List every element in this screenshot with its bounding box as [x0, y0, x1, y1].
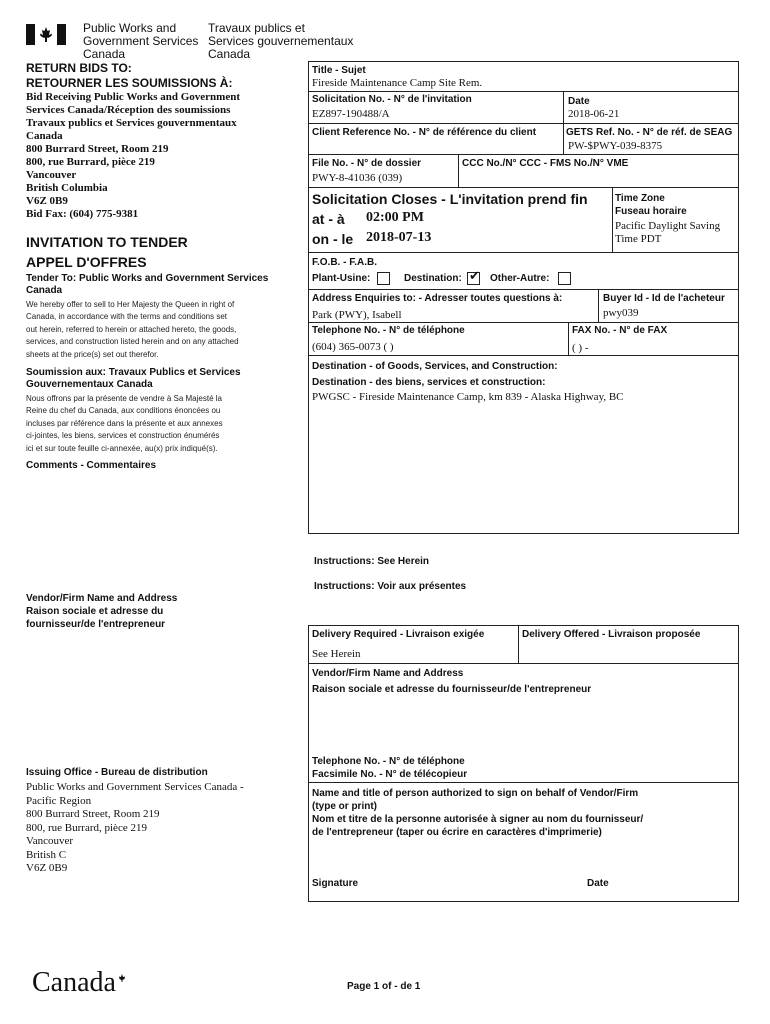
- issuing-line: V6Z 0B9: [26, 862, 68, 874]
- vendor-left-line: Raison sociale et adresse du: [26, 606, 164, 617]
- tender-to-line: Tender To: Public Works and Government Services: [26, 273, 269, 284]
- divider: [518, 625, 519, 663]
- issuing-office-address: [26, 781, 244, 876]
- destination-goods-en: Destination - of Goods, Services, and Construction:: [312, 361, 558, 372]
- destination-goods-label: [312, 359, 558, 391]
- comments-label: Comments - Commentaires: [26, 460, 157, 471]
- return-bids-title-fr: RETOURNER LES SOUMISSIONS À:: [26, 76, 233, 90]
- dept-fr-line: Canada: [208, 47, 251, 61]
- address-line: V6Z 0B9: [26, 195, 68, 207]
- title-value: Fireside Maintenance Camp Site Rem.: [312, 77, 483, 89]
- offer-fr-line: Reine du chef du Canada, aux conditions énoncées ou: [26, 406, 221, 416]
- divider: [308, 187, 739, 188]
- solicitation-no-value: EZ897-190488/A: [312, 108, 390, 120]
- dept-en-line: Government Services: [83, 34, 199, 48]
- plant-usine-checkbox[interactable]: [377, 272, 390, 285]
- telephone-label: Telephone No. - N° de téléphone: [312, 325, 465, 336]
- time-zone-value-line: Time PDT: [615, 233, 662, 245]
- offer-en-line: Canada, in accordance with the terms and conditions set: [26, 312, 228, 322]
- soumission-aux: [26, 367, 241, 391]
- canada-flag-icon: [26, 24, 66, 45]
- issuing-office-label: Issuing Office - Bureau de distribution: [26, 767, 208, 778]
- canada-wordmark-text: Canada: [32, 967, 116, 998]
- soumission-line: Gouvernementaux Canada: [26, 379, 153, 390]
- date-label: Date: [568, 96, 590, 107]
- vendor-firm-label: [312, 666, 591, 698]
- divider: [308, 91, 739, 92]
- enquiries-value: Park (PWY), Isabell: [312, 309, 402, 321]
- divider: [598, 289, 599, 322]
- divider: [568, 322, 569, 355]
- divider: [563, 91, 564, 154]
- address-line: 800 Burrard Street, Room 219: [26, 143, 169, 155]
- destination-label: Destination:: [404, 273, 462, 284]
- offer-en-line: sheets at the price(s) set out therefor.: [26, 349, 159, 359]
- divider: [308, 663, 739, 664]
- time-zone-value: [615, 220, 720, 246]
- offer-en-line: out herein, referred to herein or attached hereto, the goods,: [26, 324, 237, 334]
- file-no-label: File No. - N° de dossier: [312, 158, 422, 169]
- vendor-firm-line: Vendor/Firm Name and Address: [312, 668, 464, 679]
- buyer-id-label: Buyer Id - Id de l'acheteur: [603, 293, 725, 304]
- fob-label: F.O.B. - F.A.B.: [312, 257, 377, 268]
- offer-fr-line: ici et sur toute feuille ci-annexée, au(x) prix indiqué(s).: [26, 443, 218, 453]
- vendor-fax-label: Facsimile No. - N° de télécopieur: [312, 769, 468, 780]
- address-line: Vancouver: [26, 169, 77, 181]
- other-autre-checkbox[interactable]: [558, 272, 571, 285]
- gets-ref-label: GETS Ref. No. - N° de réf. de SEAG: [566, 127, 733, 138]
- address-line: Bid Receiving Public Works and Government: [26, 91, 241, 103]
- department-name-en: [83, 22, 198, 61]
- page-number: Page 1 of - de 1: [347, 981, 421, 992]
- gets-ref-value: PW-$PWY-039-8375: [568, 140, 663, 152]
- address-line: Canada: [26, 130, 63, 142]
- vendor-address-label: [26, 592, 177, 631]
- tender-to-line: Canada: [26, 285, 63, 296]
- issuing-line: British C: [26, 848, 67, 861]
- file-no-value: PWY-8-41036 (039): [312, 172, 403, 184]
- client-ref-label: Client Reference No. - N° de référence du client: [312, 127, 537, 138]
- divider: [458, 154, 459, 187]
- address-line: 800, rue Burrard, pièce 219: [26, 156, 155, 168]
- title-label: Title - Sujet: [312, 65, 366, 76]
- ccc-no-label: CCC No./N° CCC - FMS No./N° VME: [462, 158, 629, 169]
- vendor-firm-line: Raison sociale et adresse du fournisseur/de l'entrepreneur: [312, 684, 592, 695]
- other-autre-label: Other-Autre:: [490, 273, 550, 284]
- destination-goods-value: PWGSC - Fireside Maintenance Camp, km 839 - Alaska Highway, BC: [312, 391, 624, 403]
- offer-fr-line: Nous offrons par la présente de vendre à Sa Majesté la: [26, 394, 222, 403]
- vendor-phone-label: Telephone No. - N° de téléphone: [312, 756, 465, 767]
- issuing-line: 800, rue Burrard, pièce 219: [26, 821, 147, 834]
- time-zone-label-fr: Fuseau horaire: [615, 206, 687, 217]
- signature-date-label: Date: [587, 878, 609, 889]
- destination-checkbox[interactable]: [467, 269, 480, 285]
- divider: [308, 123, 739, 124]
- vendor-left-line: Vendor/Firm Name and Address: [26, 593, 178, 604]
- offer-en-line: services, and construction listed herein and on any attached: [26, 337, 239, 347]
- closes-at-label: at - à: [312, 211, 345, 227]
- delivery-offered-label: Delivery Offered - Livraison proposée: [522, 629, 701, 640]
- auth-line: Name and title of person authorized to sign on behalf of Vendor/Firm: [312, 788, 639, 799]
- destination-goods-fr: Destination - des biens, services et construction:: [312, 377, 546, 388]
- buyer-id-value: pwy039: [603, 307, 639, 319]
- telephone-value: (604) 365-0073 ( ): [312, 341, 394, 353]
- offer-text-en: [26, 299, 239, 361]
- closes-at-value: 02:00 PM: [366, 210, 424, 225]
- dept-en-line: Canada: [83, 47, 126, 61]
- issuing-line: Public Works and Government Services Canada -: [26, 781, 244, 793]
- bid-fax: Bid Fax: (604) 775-9381: [26, 208, 139, 220]
- issuing-line: 800 Burrard Street, Room 219: [26, 808, 160, 820]
- divider: [308, 355, 739, 356]
- dept-en-line: Public Works and: [83, 21, 177, 35]
- divider: [308, 289, 739, 290]
- instructions-fr: Instructions: Voir aux présentes: [314, 581, 467, 592]
- department-name-fr: [208, 22, 353, 61]
- wordmark-flag-icon: [116, 970, 128, 980]
- delivery-required-label: Delivery Required - Livraison exigée: [312, 629, 485, 640]
- address-line: Travaux publics et Services gouvernmentaux: [26, 117, 237, 129]
- invitation-title: [26, 232, 188, 272]
- date-value: 2018-06-21: [568, 108, 620, 120]
- authorized-person-label: [312, 787, 643, 839]
- solicitation-closes-label: Solicitation Closes - L'invitation prend fin: [312, 191, 588, 207]
- auth-line: de l'entrepreneur (taper ou écrire en caractères d'imprimerie): [312, 827, 602, 838]
- divider: [308, 154, 739, 155]
- time-zone-value-line: Pacific Daylight Saving: [615, 220, 721, 232]
- return-bids-title-en: RETURN BIDS TO:: [26, 61, 132, 75]
- plant-usine-label: Plant-Usine:: [312, 273, 371, 284]
- divider: [308, 322, 739, 323]
- dept-fr-line: Travaux publics et: [208, 21, 305, 35]
- auth-line: (type or print): [312, 801, 377, 812]
- divider: [308, 782, 739, 783]
- invitation-title-fr: APPEL D'OFFRES: [26, 254, 147, 270]
- offer-fr-line: ci-jointes, les biens, services et construction énumérés: [26, 431, 220, 441]
- issuing-line: Pacific Region: [26, 794, 92, 807]
- offer-en-line: We hereby offer to sell to Her Majesty the Queen in right of: [26, 300, 235, 309]
- canada-wordmark: [32, 966, 116, 1000]
- return-address: [26, 91, 240, 221]
- invitation-title-en: INVITATION TO TENDER: [26, 234, 188, 250]
- offer-text-fr: [26, 393, 223, 455]
- soumission-line: Soumission aux: Travaux Publics et Services: [26, 367, 241, 378]
- checkmark-icon: ✔: [469, 269, 480, 284]
- instructions-en: Instructions: See Herein: [314, 556, 430, 567]
- closes-on-value: 2018-07-13: [366, 230, 432, 245]
- time-zone-label-en: Time Zone: [615, 193, 665, 204]
- offer-fr-line: incluses par référence dans la présente et aux annexes: [26, 418, 223, 428]
- address-line: British Columbia: [26, 182, 108, 194]
- return-bids-title: [26, 61, 232, 91]
- enquiries-label: Address Enquiries to: - Adresser toutes questions à:: [312, 293, 563, 304]
- delivery-required-value: See Herein: [312, 648, 361, 660]
- fax-label: FAX No. - N° de FAX: [572, 325, 668, 336]
- solicitation-no-label: Solicitation No. - N° de l'invitation: [312, 94, 472, 105]
- divider: [308, 252, 739, 253]
- dept-fr-line: Services gouvernementaux: [208, 34, 354, 48]
- time-zone-label: [615, 192, 687, 218]
- issuing-line: Vancouver: [26, 835, 74, 847]
- tender-to: [26, 273, 268, 297]
- divider: [612, 187, 613, 252]
- vendor-left-line: fournisseur/de l'entrepreneur: [26, 619, 166, 630]
- fax-value: ( ) -: [572, 342, 589, 354]
- closes-on-label: on - le: [312, 231, 354, 247]
- auth-line: Nom et titre de la personne autorisée à signer au nom du fournisseur/: [312, 814, 644, 825]
- address-line: Services Canada/Réception des soumissions: [26, 104, 231, 116]
- signature-label: Signature: [312, 878, 359, 889]
- vendor-contact-label: [312, 755, 467, 781]
